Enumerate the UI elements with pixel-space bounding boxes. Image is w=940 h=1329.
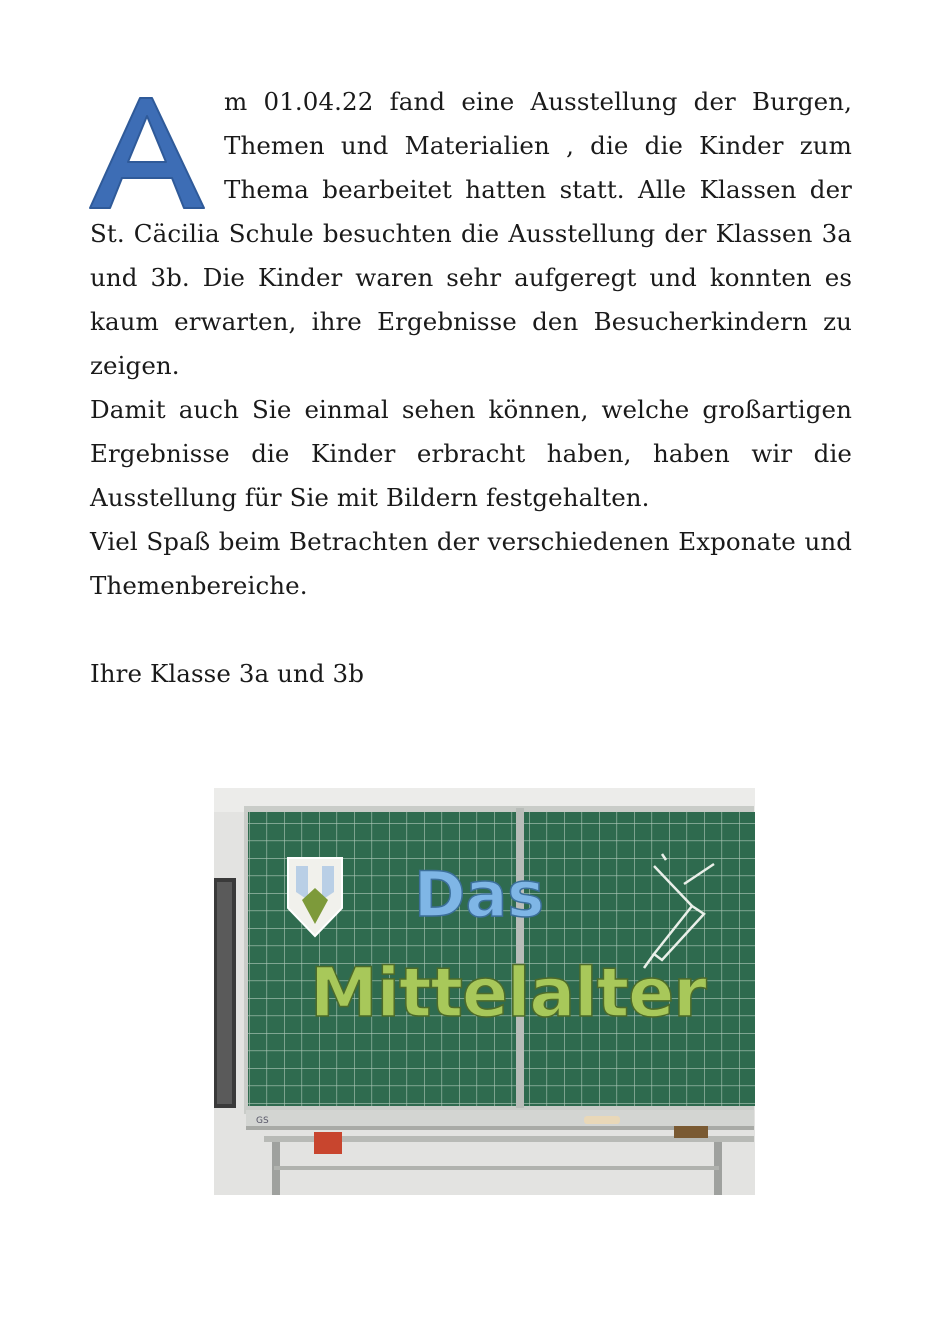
paragraph-enjoy: Viel Spaß beim Betrachten der verschiedenen Exponate und Themenbereiche. — [90, 527, 852, 600]
chalk-text-mittelalter: Mittelalter — [310, 954, 706, 1033]
dropcap-spacer — [90, 80, 224, 212]
chalk-text-das: Das — [414, 858, 545, 931]
board-logo: GS — [256, 1116, 269, 1126]
signature: Ihre Klasse 3a und 3b — [90, 659, 365, 688]
paragraph-pictures: Damit auch Sie einmal sehen können, welche großartigen Ergebnisse die Kinder erbracht haben, haben wir die Ausstellung für Sie mit Bildern festgehalten. — [90, 395, 852, 512]
chalkboard-illustration — [214, 788, 755, 1195]
paragraph-intro — [90, 80, 852, 388]
chalkboard-photo — [214, 788, 755, 1195]
paragraph-intro-text: m 01.04.22 fand eine Ausstellung der Burgen, Themen und Materialien , die die Kinder zum Thema bearbeitet hatten statt. Alle Klassen der St. Cäcilia Schule besuchten die Ausstellung der Klassen 3a und 3b. Die Kinder waren sehr aufgeregt und konnten es kaum erwarten, ihre Ergebnisse den Besucherkindern zu zeigen. — [90, 87, 852, 380]
article-body — [90, 80, 852, 696]
